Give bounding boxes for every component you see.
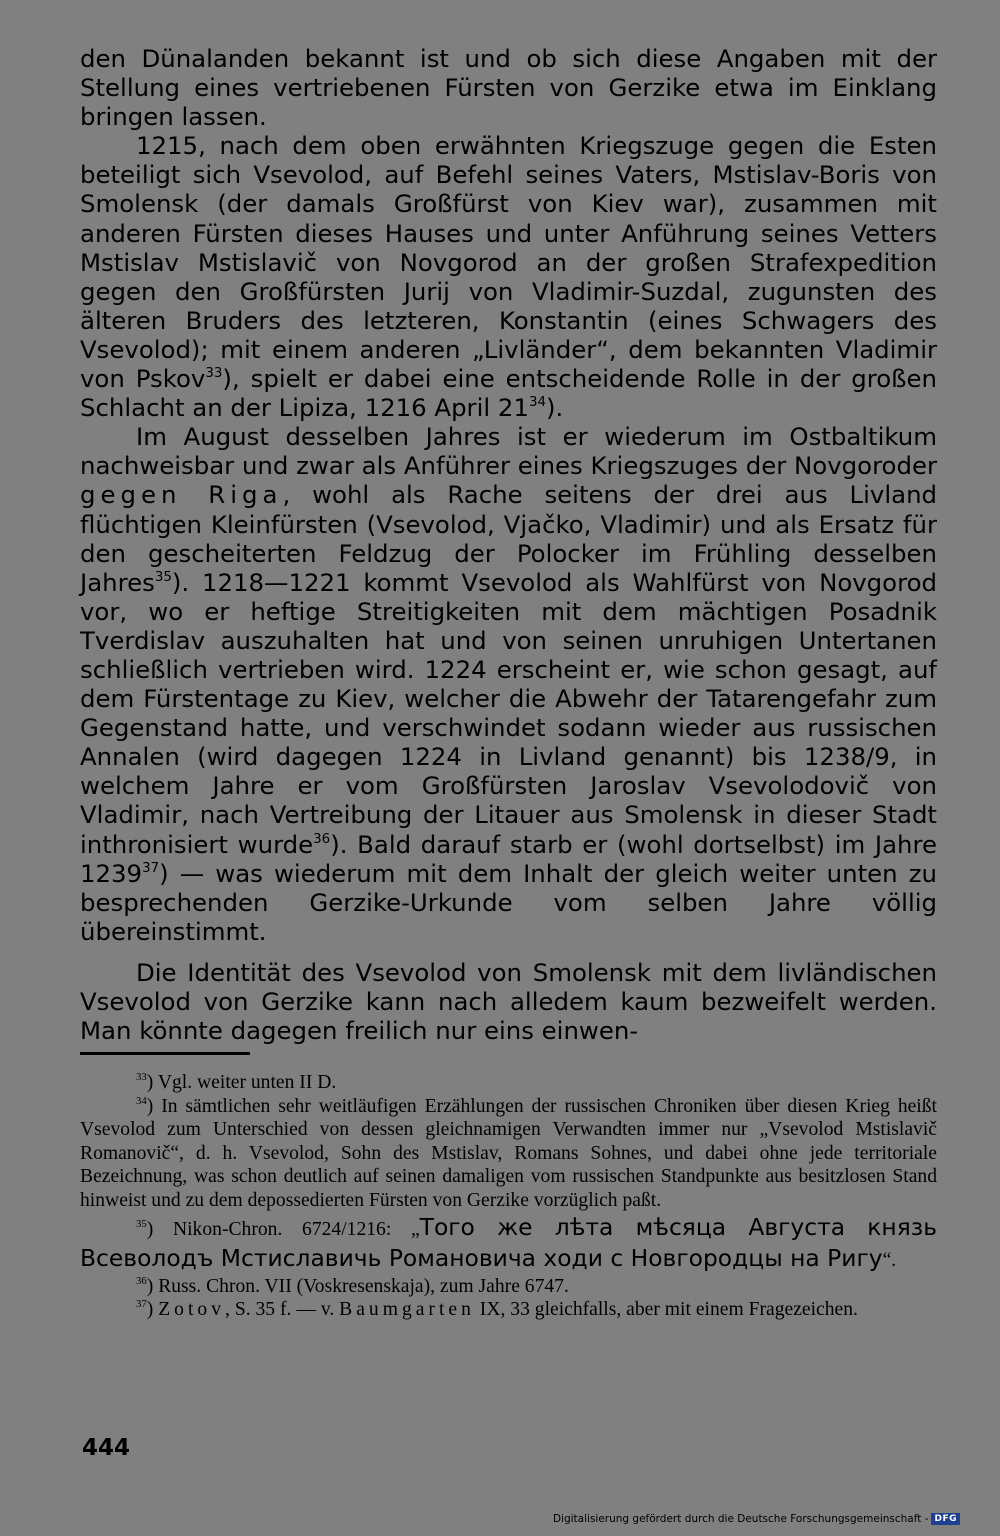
paragraph-2-text: 1215, nach dem oben erwähnten Kriegszuge gegen die Esten beteiligt sich Vsevolod, auf Befehl seines Vaters, Mstislav-Boris von Smolensk (der damals Großfürst von Kiev war), zusammen mit anderen Fürsten dieses Hauses und unter Anführung seines Vetters Mstislav Mstislavič von Novgorod an der großen Strafexpedition gegen den Großfürsten Jurij von Vladimir-Suzdal, zugunsten des älteren Bruders des letzteren, Konstantin (eines Schwagers des Vsevolod); mit einem anderen „Livländer“, dem bekannten Vladimir von Pskov (80, 131, 937, 394)
footnote-number: 33 (136, 1070, 147, 1083)
footnote-cyrillic-quote: Того же лѣта мѣсяца Августа князь Всеволодъ Мстиславичь Романовича ходи с Новгородцы на Ригу (80, 1212, 938, 1272)
footnote-author: Zotov (158, 1299, 226, 1321)
paragraph-4: Die Identität des Vsevolod von Smolensk mit dem livländischen Vsevolod von Gerzike kann nach alledem kaum bezweifelt werden. Man könnte dagegen freilich nur eins einwen- (80, 957, 937, 1046)
paragraph-3-seg5: ) — was wiederum mit dem Inhalt der gleich weiter unten zu besprechenden Gerzike-Urkunde vom selben Jahre völlig übereinstimmt. (80, 858, 937, 946)
footnote-number: 34 (136, 1094, 147, 1107)
footnote-text-end: IX, 33 gleichfalls, aber mit einem Fragezeichen. (474, 1299, 858, 1321)
paragraph-3-seg3: ). 1218—1221 kommt Vsevolod als Wahlfürst von Novgorod vor, wo er heftige Streitigkeiten mit dem mächtigen Posadnik Tverdislav auszuhalten hat und von seinen unruhigen Untertanen schließlich vertrieben wird. 1224 erscheint er, wie schon gesagt, auf dem Fürstentage zu Kiev, welcher die Abwehr der Tatarengefahr zum Gegenstand hatte, und verschwindet sodann wieder aus russischen Annalen (wird dagegen 1224 in Livland genannt) bis 1238/9, in welchem Jahre er vom Großfürsten Jaroslav Vsevolodovič von Vladimir, nach Vertreibung der Litauer aus Smolensk in dieser Stadt inthronisiert wurde (80, 567, 937, 859)
paragraph-3-seg1: Im August desselben Jahres ist er wiederum im Ostbaltikum nachweisbar und zwar als Anführer eines Kriegszuges der Novgoroder (80, 422, 937, 481)
footnote-ref-34: 34 (528, 395, 546, 411)
page-number: 444 (82, 1435, 131, 1461)
paragraph-2 (80, 131, 937, 422)
footnote-text: ) In sämtlichen sehr weitläufigen Erzählungen der russischen Chroniken über diesen Krieg heißt Vsevolod zum Unterschied von dessen gleichnamigen Verwandten immer nur „Vsevolod Mstislavič Romanovič“, d. h. Vsevolod, Sohn des Mstislav, Romans Sohnes, und dabei ohne jede territoriale Bezeichnung, was schon deutlich auf seinen damaligen vom russischen Standpunkte aus besitzlosen Stand hinweist und zu dem depossedierten Fürsten von Gerzike vorzüglich paßt. (80, 1095, 937, 1211)
footnote-37 (80, 1298, 937, 1322)
footnote-ref-33: 33 (205, 365, 223, 381)
paragraph-3-seg2: , wohl als Rache seitens der drei aus Livland flüchtigen Kleinfürsten (Vsevolod, Vjačko, Vladimir) und als Ersatz für den gescheiterten Feldzug der Polocker im Frühling desselben Jahres (80, 480, 938, 597)
footnote-34 (80, 1095, 937, 1213)
footnotes (80, 1071, 937, 1322)
footnote-text-mid: , S. 35 f. — v. (225, 1299, 340, 1321)
footnote-33 (80, 1071, 937, 1095)
main-text (80, 44, 937, 1045)
credit-text: Digitalisierung gefördert durch die Deutsche Forschungsgemeinschaft - (552, 1513, 929, 1525)
footnote-text: ) Nikon-Chron. 6724/1216: „ (146, 1218, 420, 1240)
footnote-36 (80, 1275, 937, 1299)
footnote-text: ) Russ. Chron. VII (Voskresenskaja), zum Jahre 6747. (146, 1275, 569, 1297)
digitization-credit (553, 1513, 960, 1525)
footnote-ref-37: 37 (142, 860, 160, 876)
footnote-number: 35 (136, 1217, 147, 1230)
footnote-divider (80, 1052, 250, 1055)
paragraph-2-text-middle: ), spielt er dabei eine entscheidende Rolle in der großen Schlacht an der Lipiza, 1216 April 21 (80, 364, 938, 423)
footnote-number: 36 (136, 1274, 147, 1287)
paragraph-3-spaced: gegen Riga (80, 480, 283, 510)
footnote-text: ) Vgl. weiter unten II D. (146, 1072, 337, 1093)
paragraph-1: den Dünalanden bekannt ist und ob sich diese Angaben mit der Stellung eines vertriebenen Fürsten von Gerzike etwa im Einklang bringen lassen. (80, 44, 937, 132)
footnote-number: 37 (136, 1298, 147, 1311)
footnote-ref-35: 35 (154, 569, 172, 585)
dfg-logo-icon: DFG (931, 1513, 960, 1525)
page-body (80, 44, 937, 1045)
footnote-text: ) (146, 1299, 159, 1321)
paragraph-3 (80, 422, 937, 946)
footnote-35 (80, 1213, 937, 1275)
paragraph-2-text-end: ). (546, 393, 564, 423)
paragraph-3-seg4: ). Bald darauf starb er (wohl dortselbst) im Jahre 1239 (80, 829, 938, 888)
footnote-ref-36: 36 (313, 831, 331, 847)
footnote-text-end: “. (882, 1249, 897, 1271)
footnote-author-2: Baumgarten (339, 1299, 475, 1321)
